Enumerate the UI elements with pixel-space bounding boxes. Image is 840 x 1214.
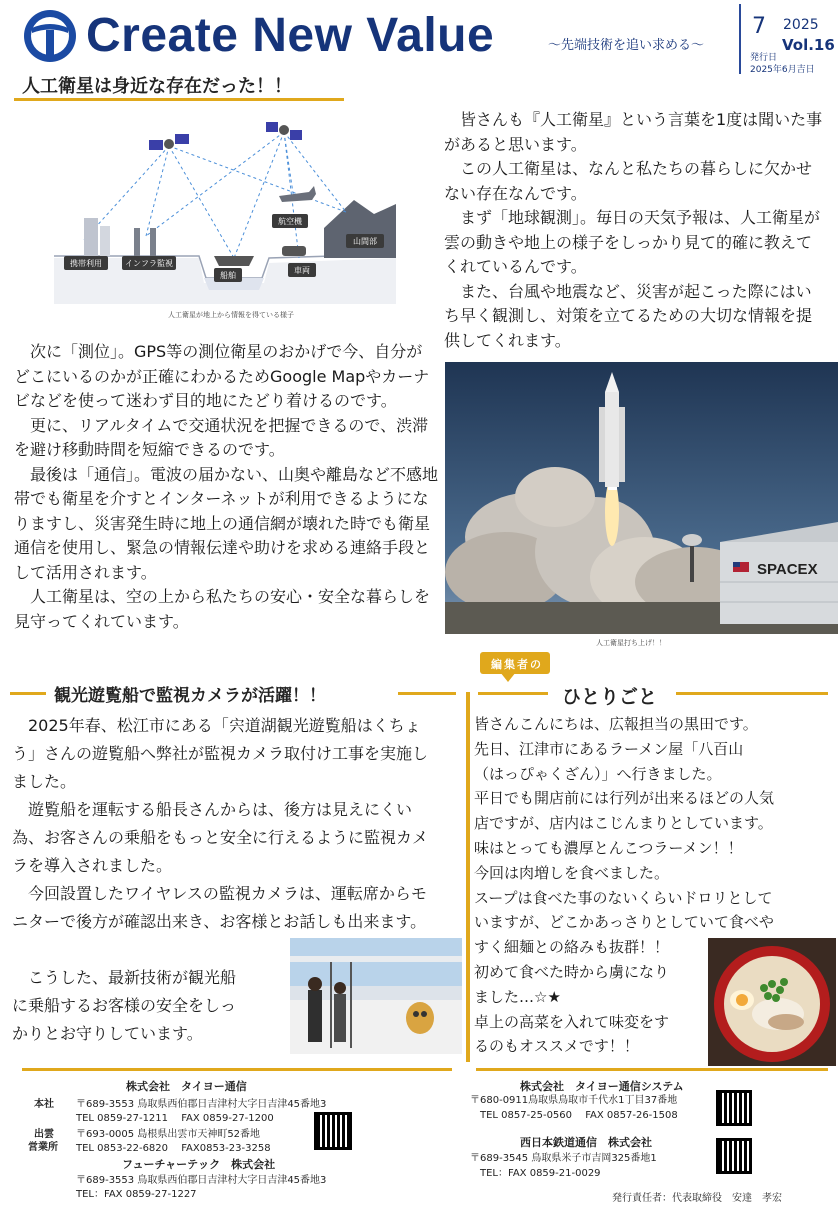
paragraph: また、台風や地震など、災害が起こった際にはいち早く観測し、対策を立てるための大切な情報を提供してくれます。 — [444, 281, 813, 350]
text-line: 今回は肉増しを食べました。 — [474, 863, 670, 882]
text-line: （はっぴゃくざん）」へ行きました。 — [474, 764, 722, 783]
footer-company2-name: フューチャーテック 株式会社 — [122, 1158, 276, 1171]
satellite-intro-text — [444, 108, 824, 353]
paragraph: この人工衛星は、なんと私たちの暮らしに欠かせない存在なんです。 — [444, 159, 813, 203]
issue-volume: Vol.16 — [782, 36, 835, 54]
paragraph: 皆さんも『人工衛星』という言葉を1度は聞いた事があると思います。 — [444, 110, 823, 154]
boat-closing-text — [12, 964, 292, 1048]
footer-branch-tel: TEL 0853-22-6820 FAX0853-23-3258 — [76, 1143, 271, 1154]
qr-code — [314, 1112, 352, 1150]
footer-company2-tel: TEL：FAX 0859-27-1227 — [76, 1189, 197, 1200]
paragraph: 遊覧船を運転する船長さんからは、後方は見えにくい為、お客さんの乗船をもっと安全に行えるように監視カメラを導入されました。 — [12, 800, 429, 875]
footer-branch-address: 〒693-0005 島根県出雲市天神町52番地 — [76, 1129, 261, 1140]
satellite-heading-underline — [14, 98, 344, 101]
editor-badge: 編集者の — [491, 658, 543, 671]
footer-company2-address: 〒689-3553 鳥取県西伯郡日吉津村大字日吉津45番地3 — [76, 1175, 327, 1186]
text-line: 初めて食べた時から虜になり — [474, 962, 670, 981]
diagram-label-ship: 船舶 — [220, 271, 236, 280]
footer-line-left — [22, 1068, 452, 1071]
boat-heading-line-left — [10, 692, 46, 695]
footer-company-name: 株式会社 タイヨー通信 — [126, 1080, 247, 1093]
paragraph: 人工衛星は、空の上から私たちの安心・安全な暮らしを見守ってくれています。 — [14, 587, 431, 631]
ramen-photo — [708, 938, 836, 1066]
paragraph: 最後は「通信」。電波の届かない、山奥や離島など不感地帯でも衛星を介すとインターネットが利用できるようになりますし、災害発生時に地上の通信網が壊れた時でも衛星通信を使用し、緊急の情報伝達や助けを求める連絡手段として活用されます。 — [14, 464, 439, 582]
paragraph: まず「地球観測」。毎日の天気予報は、人工衛星が雲の動きや地上の様子をしっかり見て的確に教えてくれているんです。 — [444, 208, 821, 276]
text-line: 平日でも開店前には行列が出来るほどの人気 — [474, 789, 775, 808]
diagram-label-mobile: 携帯利用 — [70, 259, 102, 268]
footer-hq-label: 本社 — [34, 1099, 54, 1110]
editor-heading: ひとりごと — [562, 686, 658, 708]
paragraph-line: こうした、最新技術が観光船 — [12, 968, 237, 987]
satellite-diagram — [54, 108, 396, 304]
footer-company4-address: 〒689-3545 鳥取県米子市吉岡325番地1 — [470, 1153, 657, 1164]
satellite-diagram-caption: 人工衛星が地上から情報を得ている様子 — [168, 311, 294, 319]
text-line: スープは食べた事のないくらいドロリとして — [474, 888, 773, 907]
text-line: るのもオススメです！！ — [474, 1037, 639, 1056]
text-line: ました…☆★ — [474, 987, 561, 1006]
boat-heading: 観光遊覧船で監視カメラが活躍！！ — [54, 686, 326, 706]
footer-company4-name: 西日本鉄道通信 株式会社 — [520, 1136, 652, 1149]
paragraph: 今回設置したワイヤレスの監視カメラは、運転席からモニターで後方が確認出来き、お客様とお話しも出来ます。 — [12, 884, 427, 931]
paragraph-line: かりとお守りしています。 — [12, 1024, 203, 1043]
qr-code — [716, 1138, 752, 1174]
paragraph: 次に「測位」。GPS等の測位衛星のおかげで今、自分がどこにいるのかが正確にわかるためGoogle Mapやカーナビなどを使って迷わず目的地にたどり着けるのです。 — [14, 342, 430, 410]
satellite-heading: 人工衛星は身近な存在だった！！ — [22, 76, 292, 97]
diagram-label-mountain: 山間部 — [353, 237, 377, 246]
newsletter-tagline: 〜先端技術を追い求める〜 — [548, 38, 705, 53]
footer-line-right — [476, 1068, 828, 1071]
paragraph: 更に、リアルタイムで交通状況を把握できるので、渋滞を避け移動時間を短縮できるのです。 — [14, 415, 429, 459]
text-line: いますが、どこかあっさりとしていて食べや — [474, 913, 774, 932]
sightseeing-boat-photo — [290, 938, 462, 1054]
editor-heading-line-right — [676, 692, 828, 695]
text-line: 皆さんこんにちは、広報担当の黒田です。 — [474, 715, 758, 733]
issue-month: 7 — [752, 14, 766, 39]
publisher-line: 発行責任者：代表取締役 安達 孝宏 — [612, 1193, 782, 1204]
text-line: 店ですが、店内はこじんまりとしています。 — [474, 814, 773, 833]
paragraph: 2025年春、松江市にある「宍道湖観光遊覧船はくちょう」さんの遊覧船へ弊社が監視カメラ取付け工事を実施しました。 — [12, 716, 429, 791]
editor-column-bar — [466, 692, 470, 1062]
masthead-divider — [739, 4, 741, 74]
diagram-label-vehicle: 車両 — [294, 266, 310, 275]
rocket-launch-photo — [445, 362, 838, 634]
footer-branch-label: 出雲 — [34, 1129, 54, 1140]
footer-company3-address: 〒680-0911鳥取県鳥取市千代水1丁目37番地 — [470, 1095, 678, 1106]
text-line: すく細麺との絡みも抜群！！ — [474, 938, 670, 957]
footer-company4-tel: TEL：FAX 0859-21-0029 — [480, 1168, 601, 1179]
diagram-label-aircraft: 航空機 — [278, 217, 302, 226]
boat-article-text — [12, 712, 438, 936]
issue-date: 2025年6月吉日 — [750, 65, 815, 75]
footer-company3-name: 株式会社 タイヨー通信システム — [520, 1080, 684, 1093]
diagram-label-infra: インフラ監視 — [125, 259, 173, 268]
issue-date-label: 発行日 — [750, 53, 778, 63]
text-line: 卓上の高菜を入れて味変をす — [474, 1012, 670, 1031]
spacex-sign: SPACEX — [757, 561, 818, 578]
newsletter-title: Create New Value — [86, 9, 495, 62]
editor-heading-line-left — [478, 692, 548, 695]
footer-hq-tel: TEL 0859-27-1211 FAX 0859-27-1200 — [76, 1113, 274, 1124]
qr-code — [716, 1090, 752, 1126]
editor-badge-tail — [500, 672, 516, 682]
boat-heading-line-right — [398, 692, 456, 695]
rocket-photo-caption: 人工衛星打ち上げ！！ — [596, 639, 666, 647]
satellite-uses-text — [14, 340, 438, 634]
text-line: 先日、江津市にあるラーメン屋「八百山 — [474, 739, 744, 758]
paragraph-line: に乗船するお客様の安全をしっ — [12, 996, 237, 1015]
footer-branch-label-2: 営業所 — [28, 1142, 58, 1153]
company-logo — [22, 8, 78, 64]
text-line: 味はとっても濃厚とんこつラーメン！！ — [474, 838, 743, 857]
footer-hq-address: 〒689-3553 鳥取県西伯郡日吉津村大字日吉津45番地3 — [76, 1099, 327, 1110]
issue-year: 2025 — [783, 17, 819, 33]
footer-company3-tel: TEL 0857-25-0560 FAX 0857-26-1508 — [480, 1110, 678, 1121]
